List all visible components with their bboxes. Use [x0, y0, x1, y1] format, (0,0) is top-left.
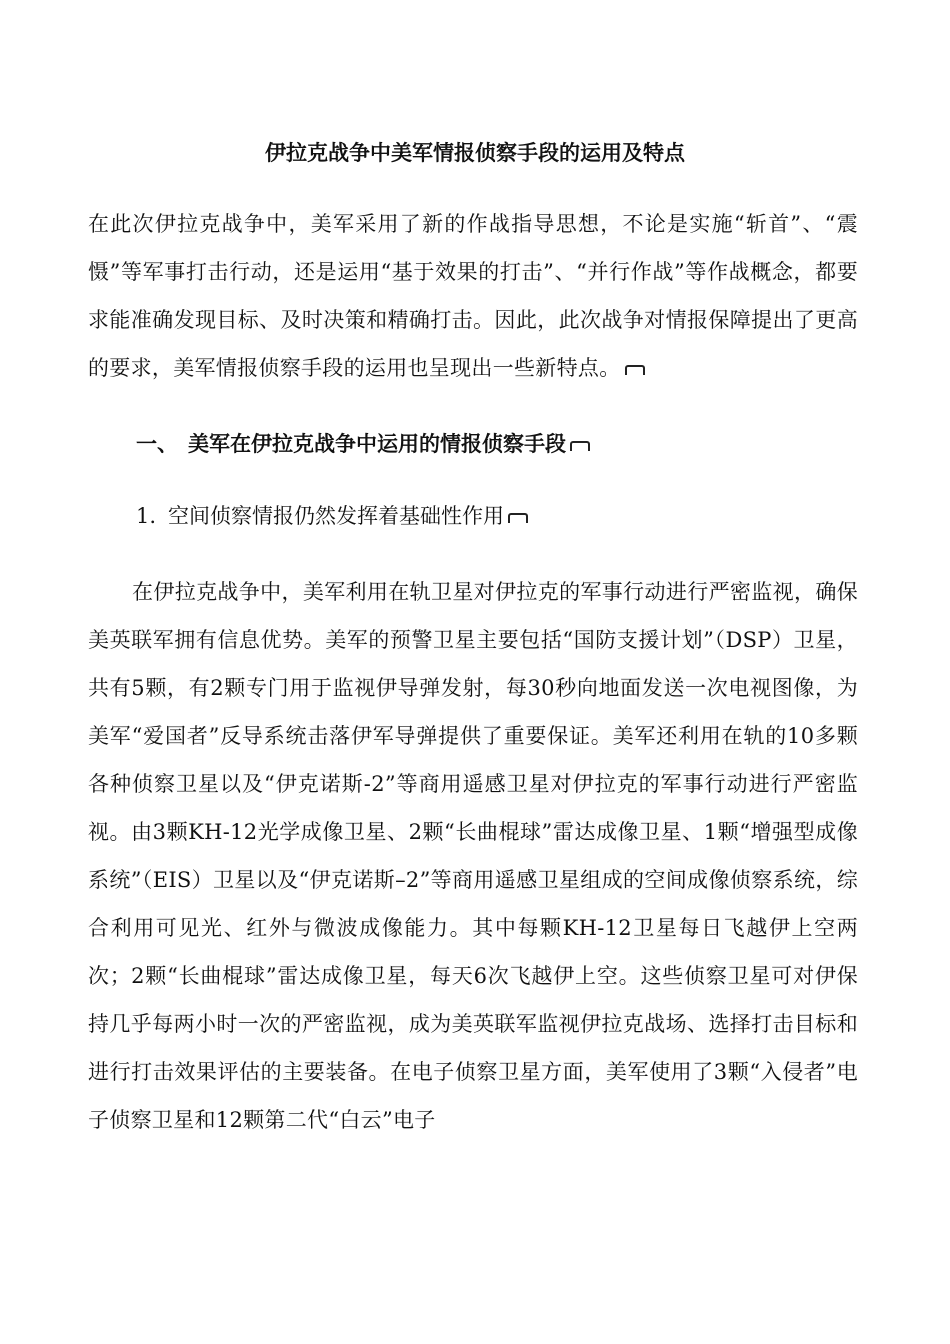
- section-number: 一、: [136, 432, 178, 456]
- section-heading: [136, 424, 591, 464]
- body-paragraph: 在伊拉克战争中，美军利用在轨卫星对伊拉克的军事行动进行严密监视，确保美英联军拥有信息优势。美军的预警卫星主要包括“国防支援计划”（DSP）卫星，共有5颗，有2颗专门用于监视伊导弹发射，每30秒向地面发送一次电视图像，为美军“爱国者”反导系统击落伊军导弹提供了重要保证。美军还利用在轨的10多颗各种侦察卫星以及“伊克诺斯-2”等商用遥感卫星对伊拉克的军事行动进行严密监视。由3颗KH-12光学成像卫星、2颗“长曲棍球”雷达成像卫星、1颗“增强型成像系统”（EIS）卫星以及“伊克诺斯–2”等商用遥感卫星组成的空间成像侦察系统，综合利用可见光、红外与微波成像能力。其中每颗KH-12卫星每日飞越伊上空两次；2颗“长曲棍球”雷达成像卫星，每天6次飞越伊上空。这些侦察卫星可对伊保持几乎每两小时一次的严密监视，成为美英联军监视伊拉克战场、选择打击目标和进行打击效果评估的主要装备。在电子侦察卫星方面，美军使用了3颗“入侵者”电子侦察卫星和12颗第二代“白云”电子: [88, 580, 858, 1132]
- document-title: 伊拉克战争中美军情报侦察手段的运用及特点: [265, 141, 685, 165]
- section-heading-text: 美军在伊拉克战争中运用的情报侦察手段: [188, 432, 566, 456]
- paragraph-mark-icon: [507, 511, 529, 523]
- subsection-heading-text: 空间侦察情报仍然发挥着基础性作用: [168, 504, 504, 528]
- paragraph-mark-icon: [624, 363, 646, 375]
- subsection-number: 1.: [136, 504, 157, 528]
- subsection-heading: [136, 496, 529, 536]
- intro-paragraph: [88, 200, 858, 392]
- intro-text: 在此次伊拉克战争中，美军采用了新的作战指导思想，不论是实施“斩首”、“震慑”等军事打击行动，还是运用“基于效果的打击”、“并行作战”等作战概念，都要求能准确发现目标、及时决策和精确打击。因此，此次战争对情报保障提出了更高的要求，美军情报侦察手段的运用也呈现出一些新特点。: [88, 212, 858, 380]
- paragraph-mark-icon: [569, 439, 591, 451]
